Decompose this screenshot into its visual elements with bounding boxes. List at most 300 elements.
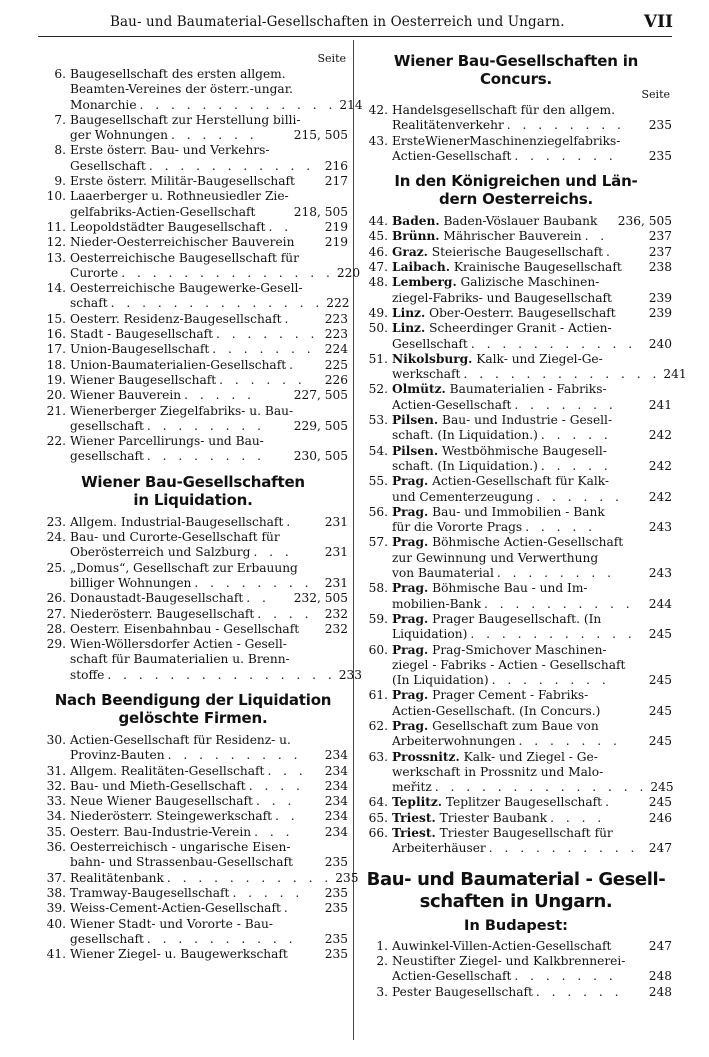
entry-name: Oesterr. Bau-Industrie-Verein <box>70 824 252 839</box>
entry-line <box>70 947 348 962</box>
entry-line-text <box>70 591 243 606</box>
entry-line-text <box>70 113 301 128</box>
entry-name: Arbeiterhäuser <box>392 841 486 856</box>
entry-line <box>70 637 362 652</box>
entry-name: gesellschaft <box>70 931 144 946</box>
entry-line <box>70 809 348 824</box>
entry-name: Bau- und Immobilien - Bank <box>428 504 605 519</box>
entry-line <box>392 520 672 535</box>
entry-line-text <box>392 520 522 535</box>
entry-number: 3. <box>376 984 388 999</box>
column-divider <box>353 40 354 1040</box>
entry-text <box>70 251 360 282</box>
entry-line <box>70 794 348 809</box>
entry-place: Brünn. <box>392 229 440 244</box>
index-entry <box>38 327 348 342</box>
entry-line-text <box>70 794 253 809</box>
entry-line <box>392 985 672 1000</box>
entry-line-text <box>392 260 622 275</box>
entry-name: Neustifter Ziegel- und Kalkbrennerei- <box>392 953 626 968</box>
entry-line <box>392 352 687 367</box>
index-entry <box>360 351 687 383</box>
entry-name: Krainische Baugesellschaft <box>450 260 622 275</box>
entry-number: 29. <box>46 637 66 652</box>
entry-line-text <box>392 734 516 749</box>
index-entry <box>360 719 672 750</box>
entry-text <box>70 779 348 794</box>
entry-place: Baden. <box>392 214 440 229</box>
entry-line <box>70 82 363 97</box>
dot-leader: . . . . . . . . <box>496 566 615 581</box>
page-ref: 235 <box>324 931 348 946</box>
section-title-line: gelöschte Firmen. <box>118 708 268 727</box>
entry-number: 59. <box>368 611 388 626</box>
entry-number: 32. <box>46 778 66 793</box>
entry-name: ErsteWienerMaschinenziegelfabriks- <box>392 133 621 148</box>
entry-line <box>392 535 672 550</box>
entry-line <box>70 545 348 560</box>
entry-text <box>392 321 672 352</box>
page-ref: 235 <box>648 148 672 163</box>
page-ref: 227, 505 <box>293 388 348 403</box>
index-entry <box>38 434 348 465</box>
entry-line-text <box>392 459 538 474</box>
dot-leader <box>288 947 322 962</box>
entry-name: Teplitzer Baugesellschaft <box>442 795 603 810</box>
entry-name: Nieder-Oesterreichischer Bauverein <box>70 235 295 250</box>
index-entry <box>360 535 672 581</box>
page-ref: 242 <box>648 428 672 443</box>
page-ref: 239 <box>648 305 672 320</box>
entry-line <box>70 113 348 128</box>
entry-line <box>70 591 348 606</box>
entry-name: Leopoldstädter Baugesellschaft <box>70 219 266 234</box>
entry-line <box>70 576 348 591</box>
entry-line-text <box>70 128 168 143</box>
entry-name: Wiener Stadt- und Vororte - Bau- <box>70 916 273 931</box>
entry-name: Actien-Gesellschaft <box>392 148 512 163</box>
index-entry <box>360 214 672 229</box>
entry-text <box>70 327 348 342</box>
entry-place: Prag. <box>392 642 429 657</box>
dot-leader: . . . . . . . . . . . . . . <box>434 780 648 795</box>
entry-text <box>392 954 672 985</box>
page-ref: 232 <box>324 621 348 636</box>
entry-text <box>70 917 348 948</box>
dot-leader: . . . <box>255 794 296 809</box>
entry-line <box>392 566 672 581</box>
entry-name: gesellschaft <box>70 418 144 433</box>
entry-line <box>70 748 348 763</box>
page-ref: 231 <box>324 514 348 529</box>
entry-number: 14. <box>46 281 66 296</box>
entry-line <box>392 474 672 489</box>
index-entry <box>360 688 672 719</box>
section-title-line: Nach Beendigung der Liquidation <box>54 690 332 709</box>
index-entry <box>38 779 348 794</box>
index-entry <box>38 764 348 779</box>
entry-line-text <box>392 367 460 382</box>
entry-line-text <box>392 985 533 1000</box>
entry-line <box>70 652 362 667</box>
entry-line-text <box>392 969 511 984</box>
entry-line-text <box>70 871 164 886</box>
entry-place: Olmütz. <box>392 382 446 397</box>
index-entry <box>38 373 348 388</box>
entry-name: Realitätenbank <box>70 870 164 885</box>
entry-name: gesellschaft <box>70 449 144 464</box>
entry-line-text <box>70 901 281 916</box>
index-entry <box>360 505 672 536</box>
entry-text <box>70 871 359 886</box>
entry-name: Böhmische Actien-Gesellschaft <box>428 535 624 550</box>
dot-leader: . . . . . . . <box>212 342 315 357</box>
page-ref: 230, 505 <box>293 449 348 464</box>
entry-line <box>392 643 672 658</box>
entry-text <box>392 688 672 719</box>
entry-number: 60. <box>368 642 388 657</box>
index-entry <box>38 901 348 916</box>
entry-line-text <box>392 612 601 627</box>
dot-leader: . . . . . <box>184 388 256 403</box>
entry-line <box>392 954 672 969</box>
entry-text <box>70 622 348 637</box>
index-entry <box>360 985 672 1000</box>
index-entry <box>360 826 672 857</box>
entry-line-text <box>392 134 620 149</box>
page-ref: 239 <box>648 290 672 305</box>
entry-text <box>70 947 348 962</box>
dot-leader <box>600 704 645 719</box>
dot-leader: . . . . . . . <box>514 969 617 984</box>
entry-number: 23. <box>46 514 66 529</box>
entry-number: 18. <box>46 357 66 372</box>
entry-line-text <box>70 189 289 204</box>
index-entry <box>360 811 672 826</box>
entry-line <box>392 795 672 810</box>
index-entry <box>360 321 672 352</box>
entry-line <box>70 668 362 683</box>
entry-line <box>392 490 672 505</box>
entry-number: 46. <box>368 244 388 259</box>
entry-name: Oesterr. Residenz-Baugesellschaft <box>70 311 282 326</box>
entry-line-text <box>392 841 486 856</box>
index-entry <box>38 809 348 824</box>
entry-number: 24. <box>46 530 66 545</box>
entry-text <box>70 809 348 824</box>
section-title-line: Concurs. <box>480 70 552 88</box>
entry-place: Prossnitz. <box>392 749 460 764</box>
entry-name: Böhmische Bau - und Im- <box>428 581 588 596</box>
entry-line <box>70 764 348 779</box>
entry-text <box>392 939 672 954</box>
section-title <box>360 52 672 88</box>
index-entry <box>360 245 672 260</box>
entry-line-text <box>392 673 489 688</box>
entry-name: von Baumaterial <box>392 566 494 581</box>
entry-line <box>70 251 360 266</box>
dot-leader: . . . . . . . . <box>146 449 266 464</box>
entry-line <box>70 235 348 250</box>
entry-name: ziegel-Fabriks- und Baugesellschaft <box>392 290 612 305</box>
entry-line-text <box>392 566 494 581</box>
index-entry <box>38 530 348 561</box>
entry-text <box>70 220 348 235</box>
entry-place: Prag. <box>392 581 429 596</box>
entry-line <box>392 811 672 826</box>
page-ref: 245 <box>650 780 674 795</box>
entry-text <box>392 245 672 260</box>
entry-text <box>392 134 672 165</box>
entry-text <box>70 189 348 220</box>
left-column <box>38 44 363 1035</box>
entry-number: 7. <box>54 112 66 127</box>
entry-name: Realitätenverkehr <box>392 118 504 133</box>
entry-place: Prag. <box>392 474 429 489</box>
entry-text <box>70 312 348 327</box>
section-title-line: Wiener Bau-Gesellschaften in <box>393 52 639 70</box>
entry-line <box>392 337 672 352</box>
entry-text <box>392 750 674 796</box>
entry-place: Graz. <box>392 244 428 259</box>
dot-leader: . . . . . . . <box>216 327 319 342</box>
dot-leader: . . . . . . <box>171 128 258 143</box>
entry-line-text <box>70 637 287 652</box>
entry-line <box>392 275 672 290</box>
entry-name: Union-Baugesellschaft <box>70 342 210 357</box>
dot-leader: . . . . . <box>525 520 597 535</box>
page-ref: 234 <box>324 763 348 778</box>
page-ref: 234 <box>324 824 348 839</box>
entry-name: Union-Baumaterialien-Gesellschaft <box>70 357 287 372</box>
dot-leader <box>597 214 614 229</box>
entry-number: 51. <box>368 351 388 366</box>
entry-text <box>70 733 348 764</box>
index-entry <box>38 235 348 250</box>
entry-line <box>70 932 348 947</box>
index-entry <box>38 113 348 144</box>
entry-line <box>392 382 672 397</box>
running-header <box>0 12 709 36</box>
page-ref: 243 <box>648 520 672 535</box>
page-ref: 218, 505 <box>293 204 348 219</box>
entry-line <box>392 627 672 642</box>
entry-name: für die Vororte Prags <box>392 520 523 535</box>
entry-name: Mährischer Bauverein <box>439 229 582 244</box>
seite-label: Seite <box>641 88 670 101</box>
page-ref: 234 <box>324 748 348 763</box>
entry-text <box>70 404 348 435</box>
page-ref: 217 <box>324 174 348 189</box>
entry-text <box>392 214 672 229</box>
entry-line-text <box>392 826 613 841</box>
entry-name: Beamten-Vereines der österr.-ungar. <box>70 82 294 97</box>
page-number: VII <box>643 12 673 32</box>
entry-line <box>392 229 672 244</box>
page-ref: 248 <box>648 984 672 999</box>
entry-line <box>70 128 348 143</box>
entry-number: 17. <box>46 342 66 357</box>
entry-text <box>392 444 672 475</box>
entry-text <box>70 886 348 901</box>
entry-line <box>70 840 348 855</box>
section-title <box>38 691 348 727</box>
entry-name: zur Gewinnung und Verwerthung <box>392 550 599 565</box>
entry-text <box>70 143 348 174</box>
entry-line-text <box>392 704 600 719</box>
entry-name: „Domus“, Gesellschaft zur Erbauung <box>70 560 298 575</box>
dot-leader: . . . . . . . . <box>491 673 610 688</box>
entry-line-text <box>70 235 294 250</box>
entry-line <box>70 855 348 870</box>
page-ref: 237 <box>648 229 672 244</box>
page-ref: 216 <box>324 158 348 173</box>
index-entry <box>38 281 348 312</box>
index-entry <box>360 413 672 444</box>
entry-number: 66. <box>368 826 388 841</box>
entry-name: Wiener Parcellirungs- und Bau- <box>70 434 264 449</box>
entry-line <box>392 428 672 443</box>
entry-line <box>392 134 672 149</box>
entry-name: Wiener Baugesellschaft <box>70 372 217 387</box>
section-title-line: schaften in Ungarn. <box>419 890 613 912</box>
entry-line <box>70 419 348 434</box>
entry-name: ziegel - Fabriks - Actien - Gesellschaft <box>392 657 626 672</box>
entry-line <box>70 449 348 464</box>
entry-number: 33. <box>46 794 66 809</box>
entry-line <box>392 765 674 780</box>
entry-line-text <box>70 809 272 824</box>
dot-leader: . <box>284 311 293 326</box>
entry-name: schaft. (In Liquidation.) <box>392 458 538 473</box>
entry-number: 9. <box>54 174 66 189</box>
page-ref: 235 <box>648 118 672 133</box>
entry-text <box>392 474 672 505</box>
entry-number: 49. <box>368 305 388 320</box>
entry-name: Actien-Gesellschaft <box>392 397 512 412</box>
entry-number: 26. <box>46 591 66 606</box>
entry-place: Prag. <box>392 535 429 550</box>
entry-line <box>392 444 672 459</box>
index-entry <box>360 954 672 985</box>
section-title-line: In den Königreichen und Län- <box>394 172 638 191</box>
entry-line <box>392 245 672 260</box>
section-title-line: dern Oesterreichs. <box>438 190 594 209</box>
dot-leader: . . . . . . . . <box>506 118 625 133</box>
entry-name: Gesellschaft <box>392 336 468 351</box>
entry-line <box>70 189 348 204</box>
entry-text <box>70 901 348 916</box>
entry-line <box>392 505 672 520</box>
entry-name: Gesellschaft <box>70 158 146 173</box>
entry-text <box>392 612 672 643</box>
entry-name: Provinz-Bauten <box>70 748 165 763</box>
entry-number: 56. <box>368 504 388 519</box>
index-entry <box>360 750 672 796</box>
entry-line-text <box>392 551 598 566</box>
entry-name: Handelsgesellschaft für den allgem. <box>392 103 615 117</box>
entry-line-text <box>392 780 432 795</box>
entry-name: Auwinkel-Villen-Actien-Gesellschaft <box>392 938 612 953</box>
entry-name: stoffe <box>70 667 105 682</box>
entry-line-text <box>70 668 104 683</box>
entry-line <box>392 321 672 336</box>
entry-name: Erste österr. Militär-Baugesellschaft <box>70 174 295 189</box>
dot-leader <box>295 174 322 189</box>
entry-name: Neue Wiener Baugesellschaft <box>70 794 253 809</box>
entry-line-text <box>70 174 295 189</box>
index-entry <box>360 134 672 165</box>
page-ref: 247 <box>648 938 672 953</box>
entry-line-text <box>392 149 511 164</box>
entry-number: 36. <box>46 840 66 855</box>
entry-name: Erste österr. Bau- und Verkehrs- <box>70 143 270 158</box>
page-ref: 235 <box>335 870 359 885</box>
entry-name: Ober-Oesterr. Baugesellschaft <box>425 305 616 320</box>
index-entry <box>38 143 348 174</box>
dot-leader: . <box>606 244 614 259</box>
index-entry <box>38 637 362 683</box>
entry-name: werkschaft <box>392 367 461 382</box>
index-entry <box>38 917 348 948</box>
entry-name: Laaerberger u. Rothneusiedler Zie- <box>70 189 289 204</box>
entry-line <box>70 607 348 622</box>
page-ref: 224 <box>324 342 348 357</box>
entry-line-text <box>70 748 165 763</box>
entry-name: Prager Cement - Fabriks- <box>428 688 589 703</box>
entry-text <box>392 260 672 275</box>
entry-number: 61. <box>368 688 388 703</box>
entry-text <box>392 505 672 536</box>
entry-line <box>392 969 672 984</box>
index-entry <box>360 275 672 306</box>
dot-leader <box>622 260 646 275</box>
entry-line <box>70 825 348 840</box>
page-ref: 214 <box>339 97 363 112</box>
entry-line <box>70 159 348 174</box>
entry-line-text <box>70 622 299 637</box>
entry-line <box>70 388 348 403</box>
entry-line-text <box>70 917 273 932</box>
entry-line <box>70 281 349 296</box>
entry-text <box>392 229 672 244</box>
entry-number: 28. <box>46 621 66 636</box>
entry-text <box>70 373 348 388</box>
index-entry <box>38 404 348 435</box>
entry-line-text <box>70 312 282 327</box>
entry-number: 54. <box>368 443 388 458</box>
page-ref: 238 <box>648 260 672 275</box>
section-title-line: Bau- und Baumaterial - Gesell- <box>366 868 666 890</box>
dot-leader: . . . <box>254 824 294 839</box>
dot-leader <box>293 855 322 870</box>
entry-line-text <box>70 449 144 464</box>
index-entry <box>360 612 672 643</box>
dot-leader: . . . . . . <box>536 489 623 504</box>
entry-number: 45. <box>368 229 388 244</box>
entry-line <box>392 398 672 413</box>
entry-line-text <box>392 398 511 413</box>
entry-text <box>70 530 348 561</box>
entry-line-text <box>70 327 213 342</box>
entry-name: Baugesellschaft des ersten allgem. <box>70 67 286 81</box>
entry-line <box>70 358 348 373</box>
entry-line-text <box>392 765 603 780</box>
dot-leader: . <box>605 795 613 810</box>
entry-text <box>392 581 672 612</box>
entry-number: 38. <box>46 885 66 900</box>
entry-name: ger Wohnungen <box>70 128 169 143</box>
